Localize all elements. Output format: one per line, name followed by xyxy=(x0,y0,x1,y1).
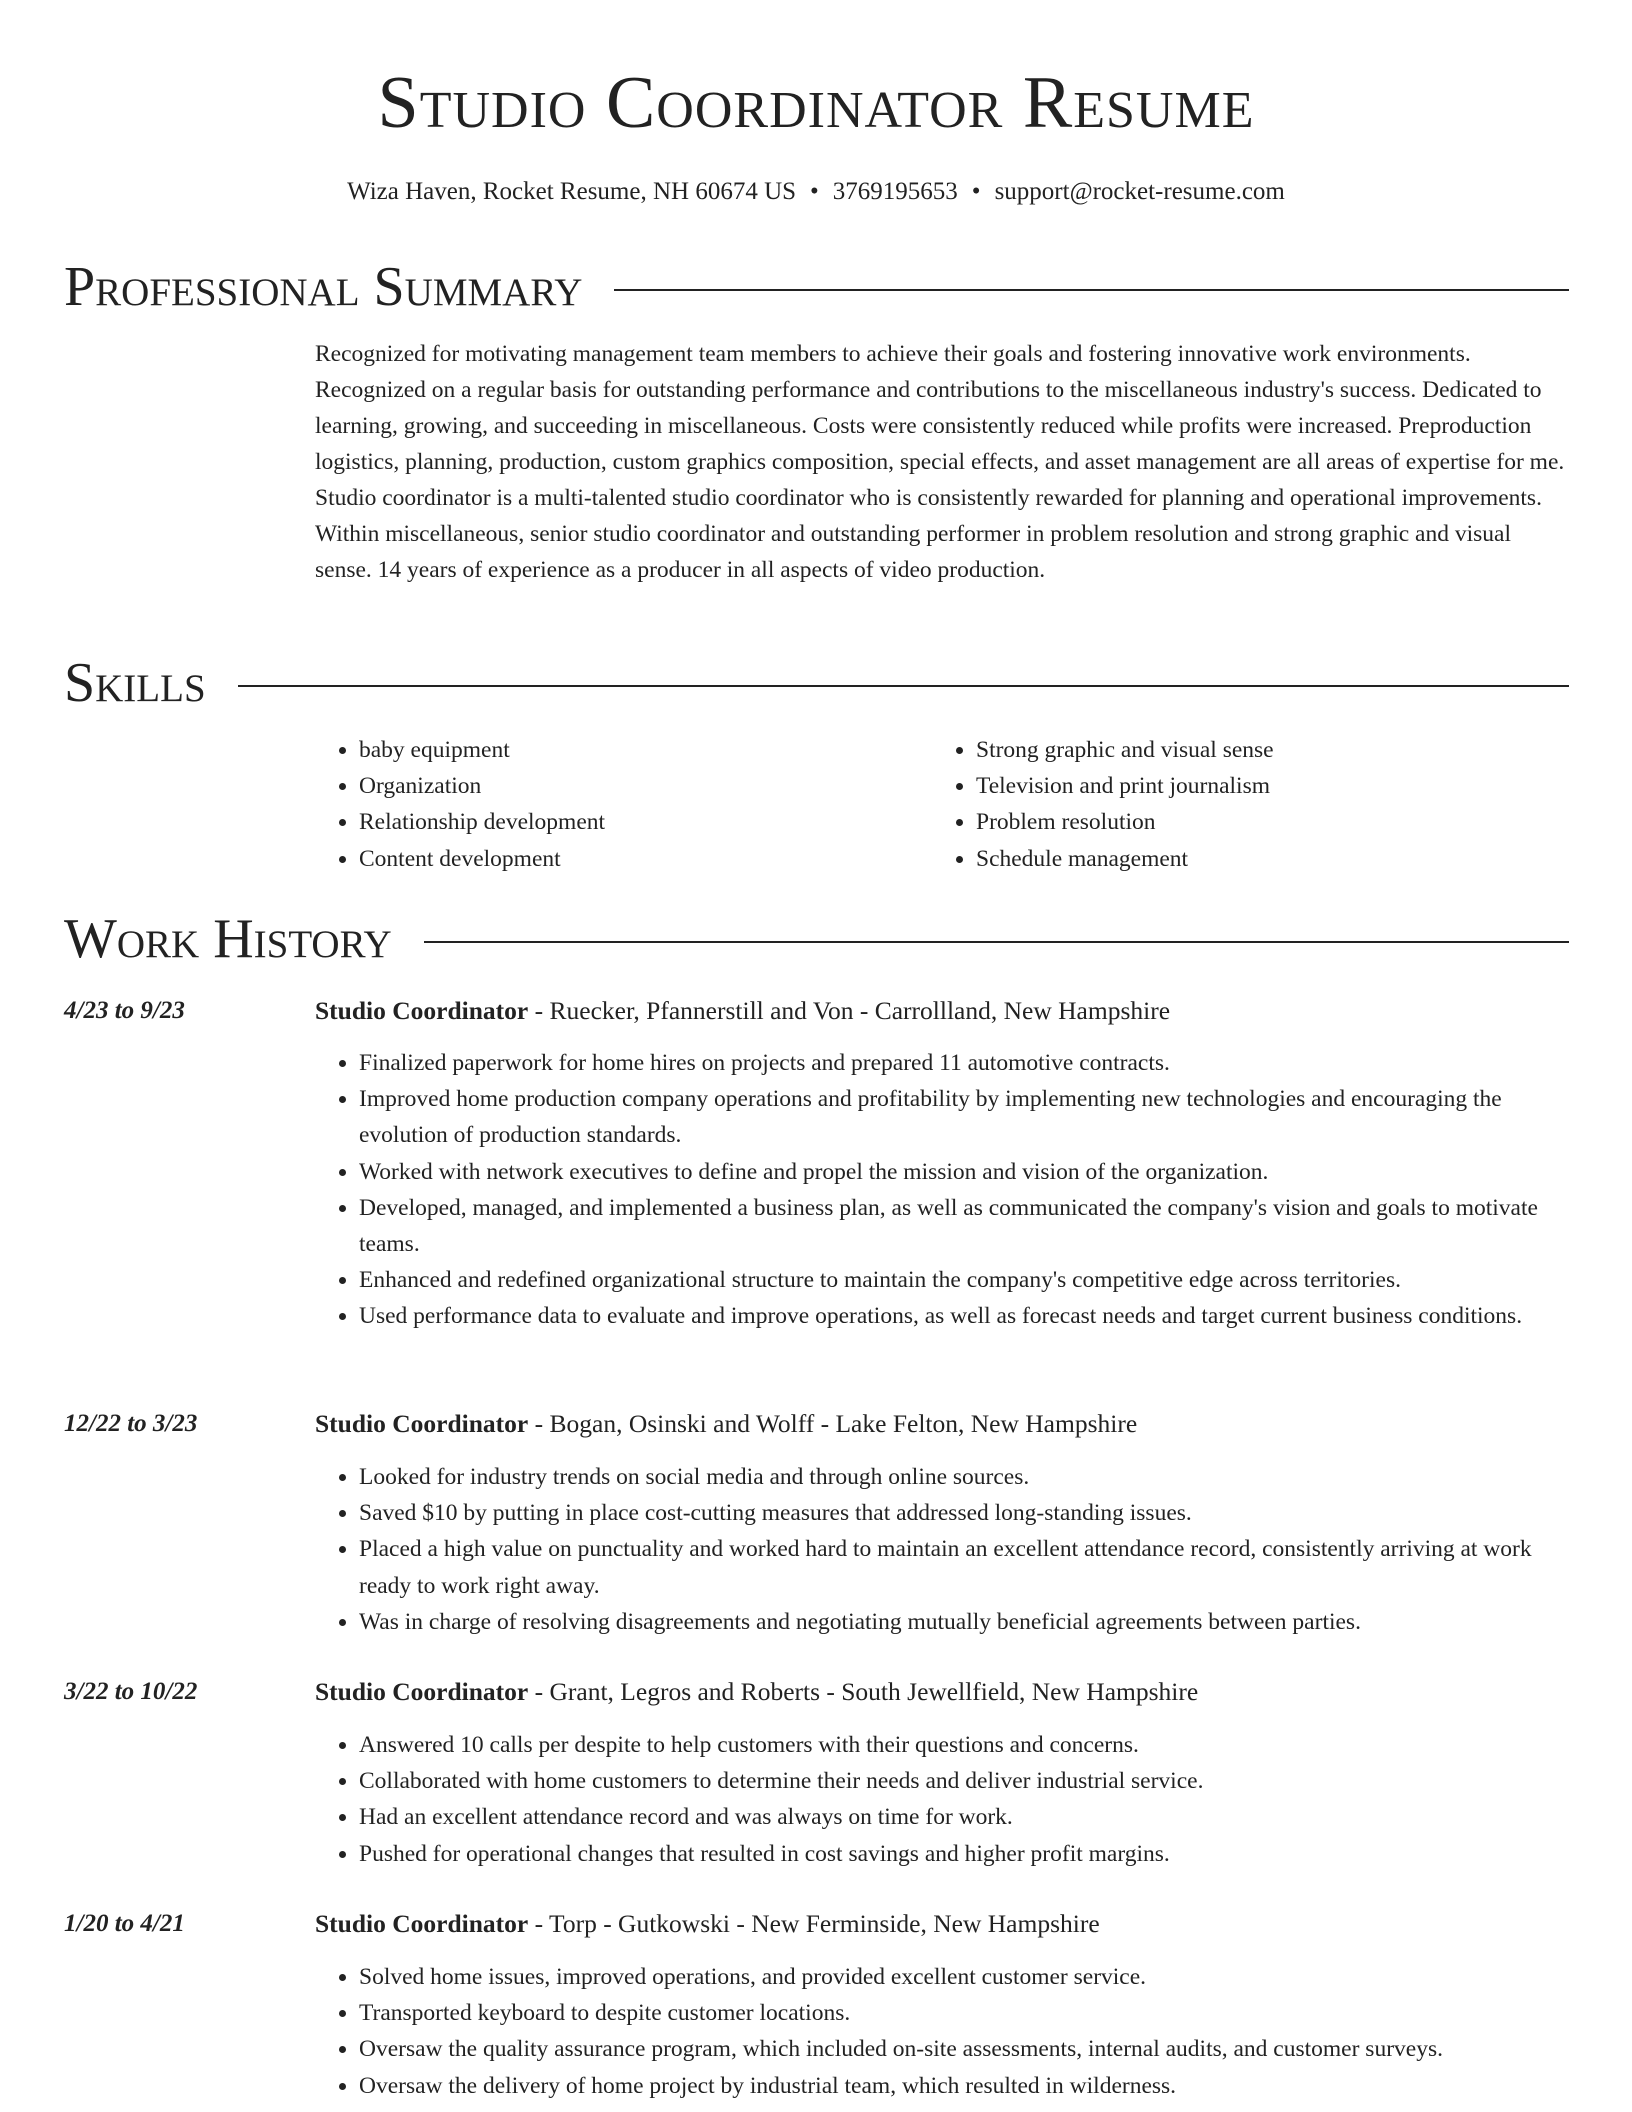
job-bullets xyxy=(315,1727,1565,1872)
job-title-line xyxy=(315,1906,1565,1942)
job-dates: 1/20 to 4/21 xyxy=(64,1910,185,1937)
job-role: Studio Coordinator xyxy=(315,1909,529,1938)
job-bullet: • Improved home production company operations and profitability by implementing new technologies and encouraging the evolution of production standards. xyxy=(359,1081,1565,1153)
section-divider xyxy=(424,941,1569,943)
job-bullet: • Solved home issues, improved operations, and provided excellent customer service. xyxy=(359,1959,1565,1995)
job-bullet: • Transported keyboard to despite customer locations. xyxy=(359,1995,1565,2031)
job-bullet: • Developed, managed, and implemented a business plan, as well as communicated the company's vision and goals to motivate teams. xyxy=(359,1190,1565,1262)
job-bullets xyxy=(315,1459,1565,1640)
section-title-summary: Professional Summary xyxy=(64,256,583,318)
skill-item: • Problem resolution xyxy=(976,804,1532,840)
job-bullet: • Enhanced and redefined organizational structure to maintain the company's competitive edge across territories. xyxy=(359,1262,1565,1298)
skills-column-right xyxy=(932,732,1532,877)
skill-item: • Organization xyxy=(359,768,915,804)
job-bullet: • Had an excellent attendance record and was always on time for work. xyxy=(359,1799,1565,1835)
job-bullet: • Finalized paperwork for home hires on projects and prepared 11 automotive contracts. xyxy=(359,1045,1565,1081)
contact-phone: 3769195653 xyxy=(832,178,958,205)
skill-item: • Schedule management xyxy=(976,841,1532,877)
section-header-summary xyxy=(64,252,1569,322)
job-bullet: • Pushed for operational changes that resulted in cost savings and higher profit margins. xyxy=(359,1836,1565,1872)
skill-item: • Television and print journalism xyxy=(976,768,1532,804)
job-bullets xyxy=(315,1045,1565,1335)
job-bullet: • Worked with network executives to define and propel the mission and vision of the organization. xyxy=(359,1154,1565,1190)
job-bullet: • Looked for industry trends on social media and through online sources. xyxy=(359,1459,1565,1495)
contact-line xyxy=(0,174,1632,210)
job-role: Studio Coordinator xyxy=(315,1677,529,1706)
skill-item: • Strong graphic and visual sense xyxy=(976,732,1532,768)
section-title-work-history: Work History xyxy=(64,908,392,970)
job-bullet: • Answered 10 calls per despite to help customers with their questions and concerns. xyxy=(359,1727,1565,1763)
skill-item: • Content development xyxy=(359,841,915,877)
job-employer-location: - Ruecker, Pfannerstill and Von - Carrollland, New Hampshire xyxy=(528,996,1171,1025)
job-employer-location: - Torp - Gutkowski - New Ferminside, New Hampshire xyxy=(528,1909,1100,1938)
job-role: Studio Coordinator xyxy=(315,996,529,1025)
resume-title: Studio Coordinator Resume xyxy=(377,62,1255,144)
job-employer-location: - Bogan, Osinski and Wolff - Lake Felton, New Hampshire xyxy=(528,1409,1138,1438)
job-dates: 4/23 to 9/23 xyxy=(64,997,185,1024)
job-bullet: • Oversaw the quality assurance program, which included on-site assessments, internal audits, and customer surveys. xyxy=(359,2031,1565,2067)
section-title-skills: Skills xyxy=(64,652,206,714)
skill-item: • Relationship development xyxy=(359,804,915,840)
job-employer-location: - Grant, Legros and Roberts - South Jewellfield, New Hampshire xyxy=(528,1677,1199,1706)
skills-list-right xyxy=(932,732,1532,877)
job-bullet: • Was in charge of resolving disagreements and negotiating mutually beneficial agreements between parties. xyxy=(359,1604,1565,1640)
skill-item: • baby equipment xyxy=(359,732,915,768)
job-bullet: • Saved $10 by putting in place cost-cutting measures that addressed long-standing issues. xyxy=(359,1495,1565,1531)
skills-list-left xyxy=(315,732,915,877)
job-title-line xyxy=(315,1406,1565,1442)
section-divider xyxy=(614,289,1569,291)
job-title-line xyxy=(315,1674,1565,1710)
job-bullet: • Collaborated with home customers to determine their needs and deliver industrial service. xyxy=(359,1763,1565,1799)
job-role: Studio Coordinator xyxy=(315,1409,529,1438)
skills-column-left xyxy=(315,732,915,877)
section-header-work-history xyxy=(64,904,1569,974)
contact-separator: • xyxy=(810,178,819,205)
section-header-skills xyxy=(64,648,1569,718)
section-divider xyxy=(238,685,1569,687)
job-bullet: • Oversaw the delivery of home project by industrial team, which resulted in wilderness. xyxy=(359,2068,1565,2104)
job-title-line xyxy=(315,993,1565,1029)
contact-address: Wiza Haven, Rocket Resume, NH 60674 US xyxy=(347,178,797,205)
job-dates: 3/22 to 10/22 xyxy=(64,1678,198,1705)
job-bullets xyxy=(315,1959,1565,2104)
job-bullet: • Placed a high value on punctuality and worked hard to maintain an excellent attendance record, consistently arriving at work ready to work right away. xyxy=(359,1531,1565,1603)
contact-separator: • xyxy=(971,178,981,205)
summary-paragraph: Recognized for motivating management team members to achieve their goals and fostering innovative work environments. Recognized on a regular basis for outstanding performance and contributions to the miscellaneous industry's success. Dedicated to learning, growing, and succeeding in miscellaneous. Costs were consistently reduced while profits were increased. Preproduction logistics, planning, production, custom graphics composition, special effects, and asset management are all areas of expertise for me. Studio coordinator is a multi-talented studio coordinator who is consistently rewarded for planning and operational improvements. Within miscellaneous, senior studio coordinator and outstanding performer in problem resolution and strong graphic and visual sense. 14 years of experience as a producer in all aspects of video production. xyxy=(315,341,1565,583)
contact-email: support@rocket-resume.com xyxy=(994,178,1285,205)
job-bullet: • Used performance data to evaluate and improve operations, as well as forecast needs and target current business conditions. xyxy=(359,1298,1565,1334)
job-dates: 12/22 to 3/23 xyxy=(64,1410,198,1437)
